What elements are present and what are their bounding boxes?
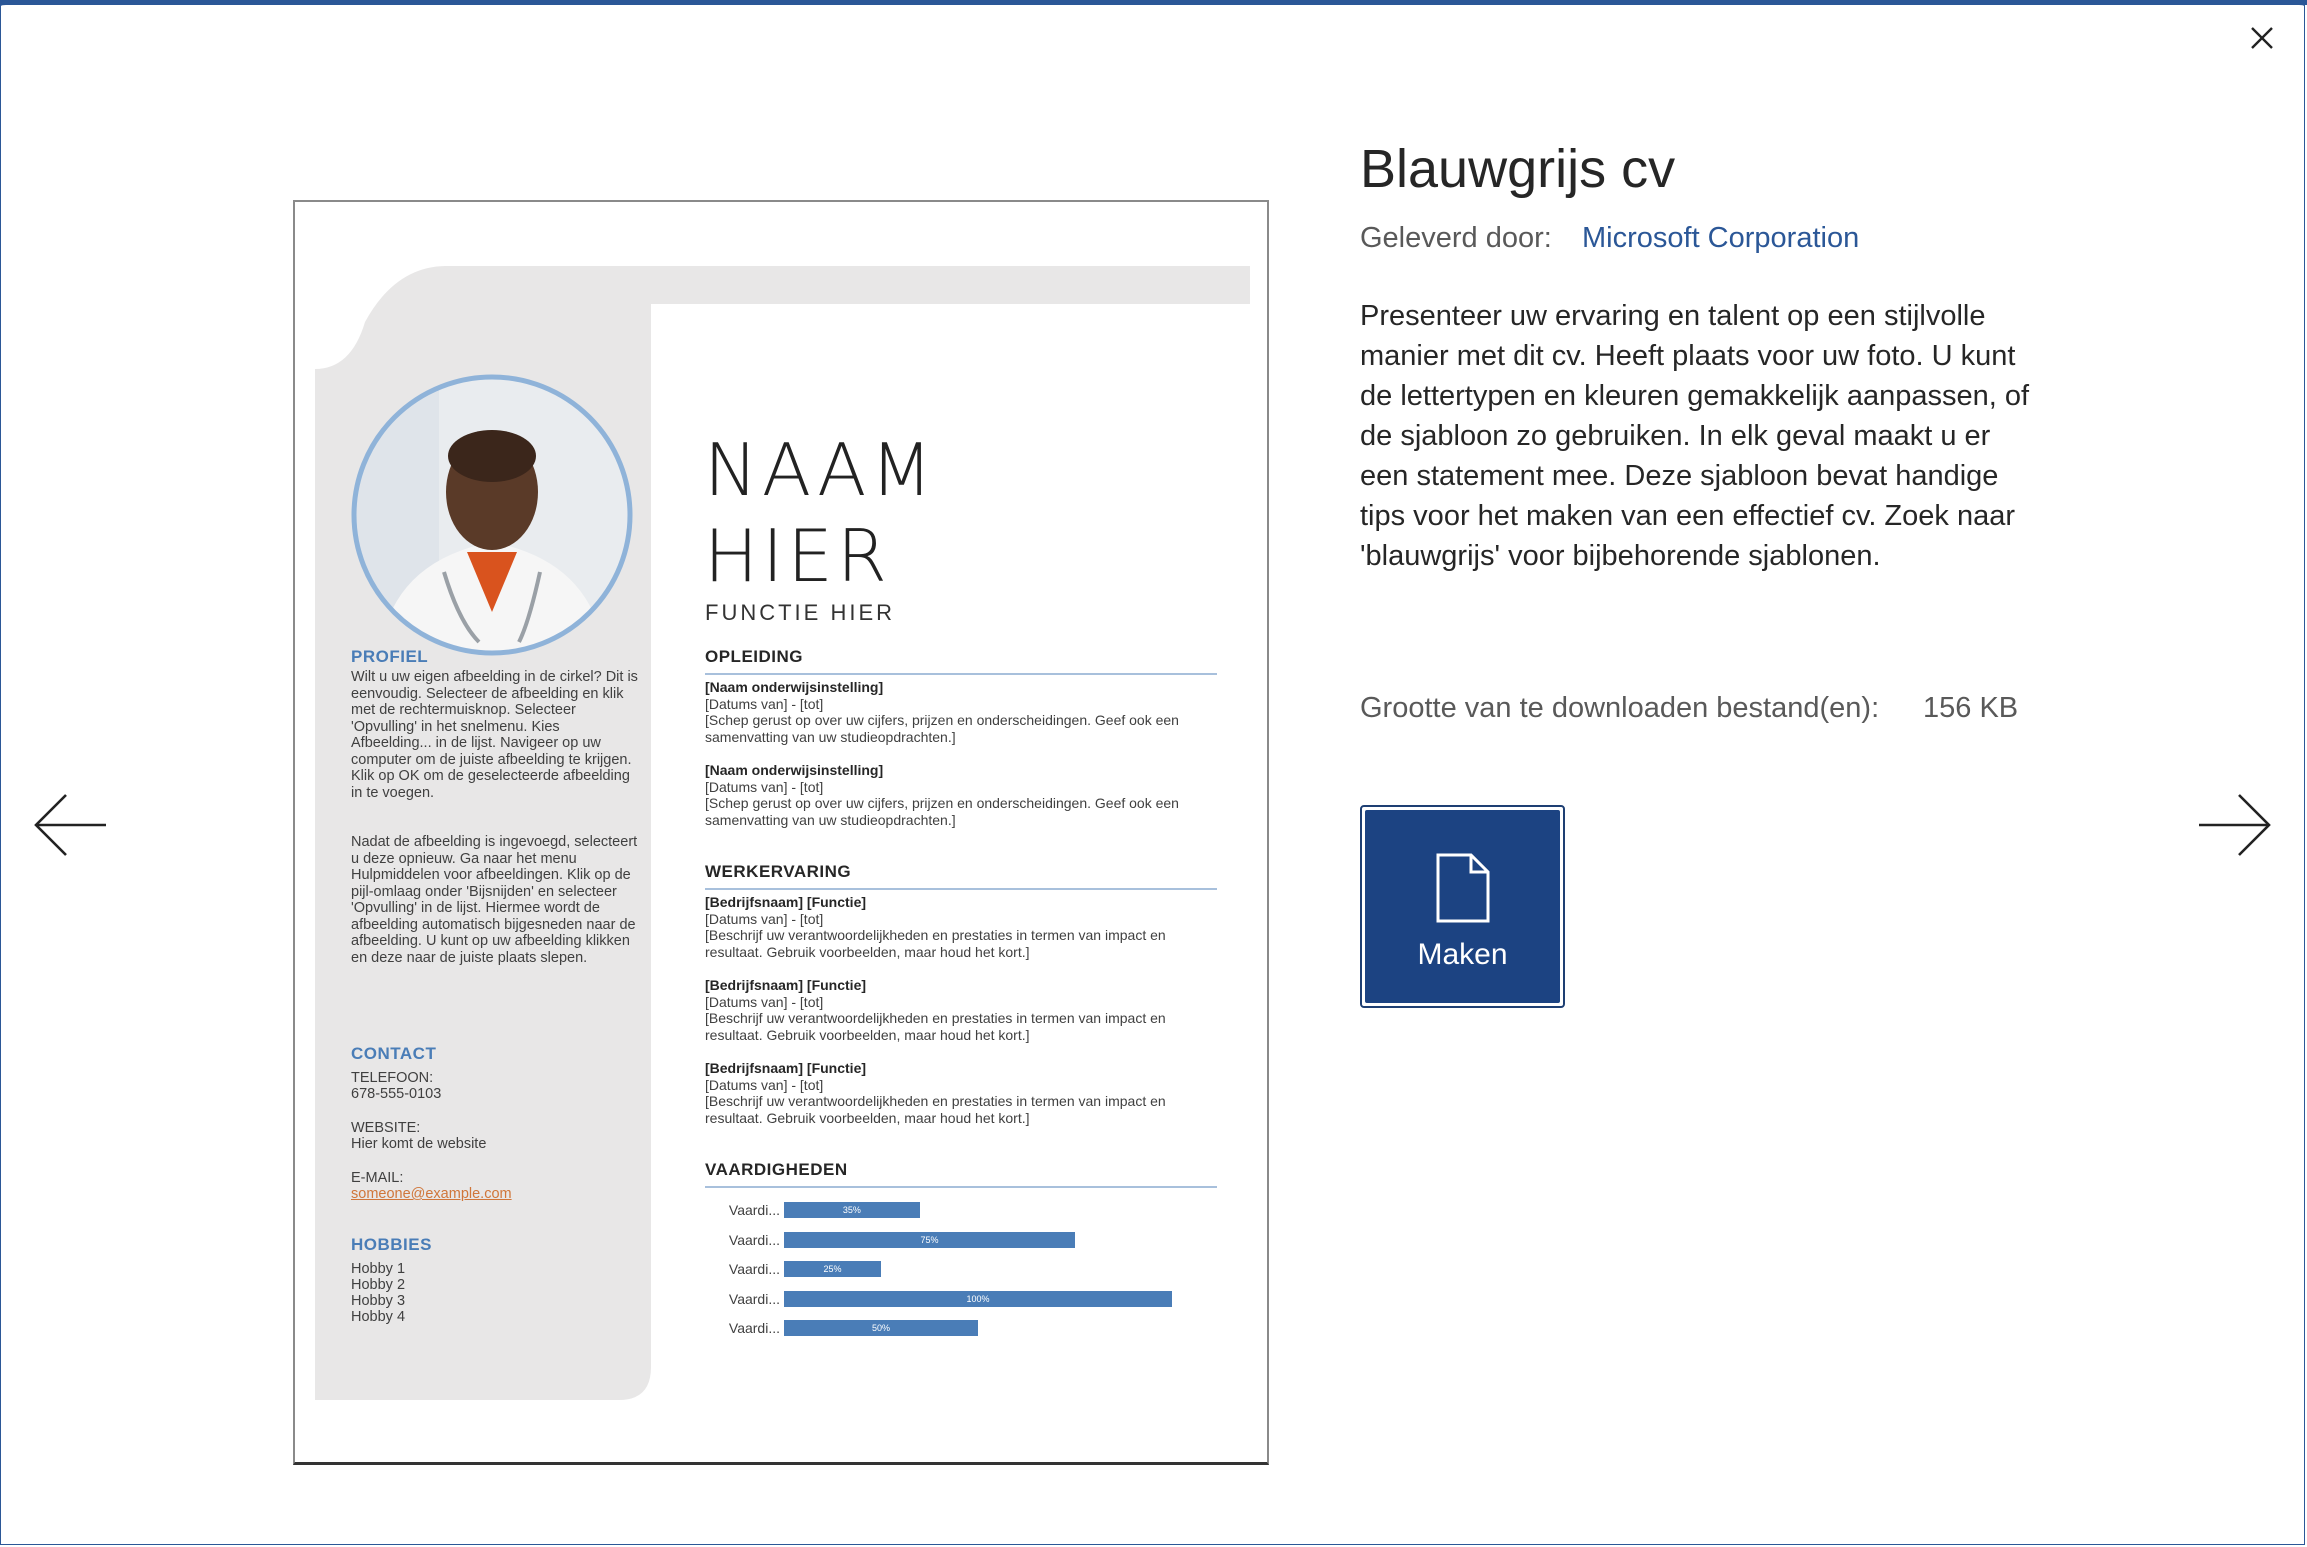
entry-dates: [Datums van] - [tot] — [705, 993, 824, 1010]
skills-heading: VAARDIGHEDEN — [705, 1160, 1217, 1188]
entry-title: [Naam onderwijsinstelling] — [705, 762, 884, 778]
education-entry — [705, 679, 1217, 745]
entry-text: [Schep gerust op over uw cijfers, prijzen en onderscheidingen. Geef ook een samenvatting van uw studieopdrachten.] — [705, 712, 1179, 745]
skill-label: Vaardi... — [728, 1261, 780, 1277]
resume-name-line-2: HIER — [704, 514, 891, 598]
hobby-item: Hobby 3 — [351, 1293, 406, 1309]
work-entry — [705, 1060, 1217, 1126]
skill-bar: 100% — [784, 1291, 1172, 1307]
entry-text: [Beschrijf uw verantwoordelijkheden en prestaties in termen van impact en resultaat. Gebruik voorbeelden, maar houd het kort.] — [705, 927, 1166, 960]
template-description: Presenteer uw ervaring en talent op een stijlvolle manier met dit cv. Heeft plaats voor uw foto. U kunt de lettertypen en kleuren gemakkelijk aanpassen, of de sjabloon zo gebruiken. In elk geval maakt u er een statement mee. Deze sjabloon bevat handige tips voor het maken van een effectief cv. Zoek naar 'blauwgrijs' voor bijbehorende sjablonen. — [1360, 300, 2030, 572]
skill-bar: 75% — [784, 1232, 1075, 1248]
entry-dates: [Datums van] - [tot] — [705, 910, 824, 927]
education-heading: OPLEIDING — [705, 647, 1217, 675]
website-value: Hier komt de website — [351, 1136, 487, 1152]
entry-title: [Naam onderwijsinstelling] — [705, 679, 884, 695]
hobby-item: Hobby 2 — [351, 1277, 406, 1293]
document-icon — [1435, 852, 1491, 924]
skill-label: Vaardi... — [728, 1290, 780, 1307]
work-entry — [705, 894, 1217, 960]
profile-text-2: Nadat de afbeelding is ingevoegd, selecteert u deze opnieuw. Ga naar het menu Hulpmiddelen voor afbeeldingen. Klik op de pijl-omlaag onder 'Bijsnijden' en selecteer 'Opvulling' in de lijst. Hiermee wordt de afbeelding automatisch bijgesneden naar de afbeelding. U kunt op uw afbeelding klikken en deze naar de juiste plaats slepen. — [351, 834, 638, 966]
education-entry — [705, 762, 1217, 828]
entry-title: [Bedrijfsnaam] [Functie] — [705, 1060, 867, 1076]
profile-heading: PROFIEL — [351, 647, 429, 666]
provider-label: Geleverd door: — [1360, 222, 1552, 254]
email-label: E-MAIL: — [351, 1170, 404, 1186]
skill-label: Vaardi... — [728, 1320, 780, 1336]
skill-bar: 25% — [784, 1261, 881, 1277]
create-button[interactable] — [1360, 805, 1565, 1008]
skill-bar: 35% — [784, 1202, 920, 1218]
email-value: someone@example.com — [351, 1186, 512, 1202]
entry-text: [Beschrijf uw verantwoordelijkheden en prestaties in termen van impact en resultaat. Gebruik voorbeelden, maar houd het kort.] — [705, 1093, 1166, 1126]
resume-name-line-1: NAAM — [704, 428, 937, 512]
phone-value: 678-555-0103 — [351, 1086, 442, 1102]
phone-label: TELEFOON: — [351, 1070, 434, 1086]
profile-photo — [349, 372, 635, 658]
provider-link[interactable]: Microsoft Corporation — [1582, 222, 1860, 254]
contact-heading: CONTACT — [351, 1044, 437, 1063]
skill-bar: 50% — [784, 1320, 978, 1336]
hobbies-heading: HOBBIES — [351, 1235, 432, 1254]
previous-template-button[interactable] — [30, 790, 110, 860]
entry-text: [Beschrijf uw verantwoordelijkheden en prestaties in termen van impact en resultaat. Gebruik voorbeelden, maar houd het kort.] — [705, 1010, 1166, 1043]
download-size-value: 156 KB — [1923, 692, 2019, 724]
website-label: WEBSITE: — [351, 1120, 421, 1136]
close-button[interactable] — [2244, 20, 2280, 56]
profile-text-1: Wilt u uw eigen afbeelding in de cirkel? Dit is eenvoudig. Selecteer de afbeelding en klik met de rechtermuisknop. Selecteer 'Opvulling' in het snelmenu. Kies Afbeelding... in de lijst. Navigeer op uw computer om de juiste afbeelding te krijgen. Klik op OK om de geselecteerde afbeelding in te voegen. — [351, 669, 638, 801]
template-thumbnail — [293, 200, 1269, 1465]
download-size-label: Grootte van te downloaden bestand(en): — [1360, 692, 1880, 724]
template-title: Blauwgrijs cv — [1360, 139, 1676, 199]
create-button-label: Maken — [1417, 938, 1508, 971]
work-heading: WERKERVARING — [705, 862, 1217, 890]
entry-title: [Bedrijfsnaam] [Functie] — [705, 894, 867, 910]
skill-label: Vaardi... — [728, 1231, 780, 1248]
entry-dates: [Datums van] - [tot] — [705, 1076, 824, 1093]
work-entry — [705, 977, 1217, 1043]
close-icon — [2244, 20, 2280, 56]
entry-title: [Bedrijfsnaam] [Functie] — [705, 977, 867, 993]
arrow-right-icon — [2195, 790, 2275, 860]
entry-dates: [Datums van] - [tot] — [705, 695, 824, 712]
arrow-left-icon — [30, 790, 110, 860]
entry-text: [Schep gerust op over uw cijfers, prijzen en onderscheidingen. Geef ook een samenvatting van uw studieopdrachten.] — [705, 795, 1179, 828]
entry-dates: [Datums van] - [tot] — [705, 778, 824, 795]
hobby-item: Hobby 4 — [351, 1309, 406, 1325]
hobby-item: Hobby 1 — [351, 1261, 406, 1277]
skill-label: Vaardi... — [728, 1202, 780, 1218]
resume-function: FUNCTIE HIER — [705, 600, 895, 625]
next-template-button[interactable] — [2195, 790, 2275, 860]
